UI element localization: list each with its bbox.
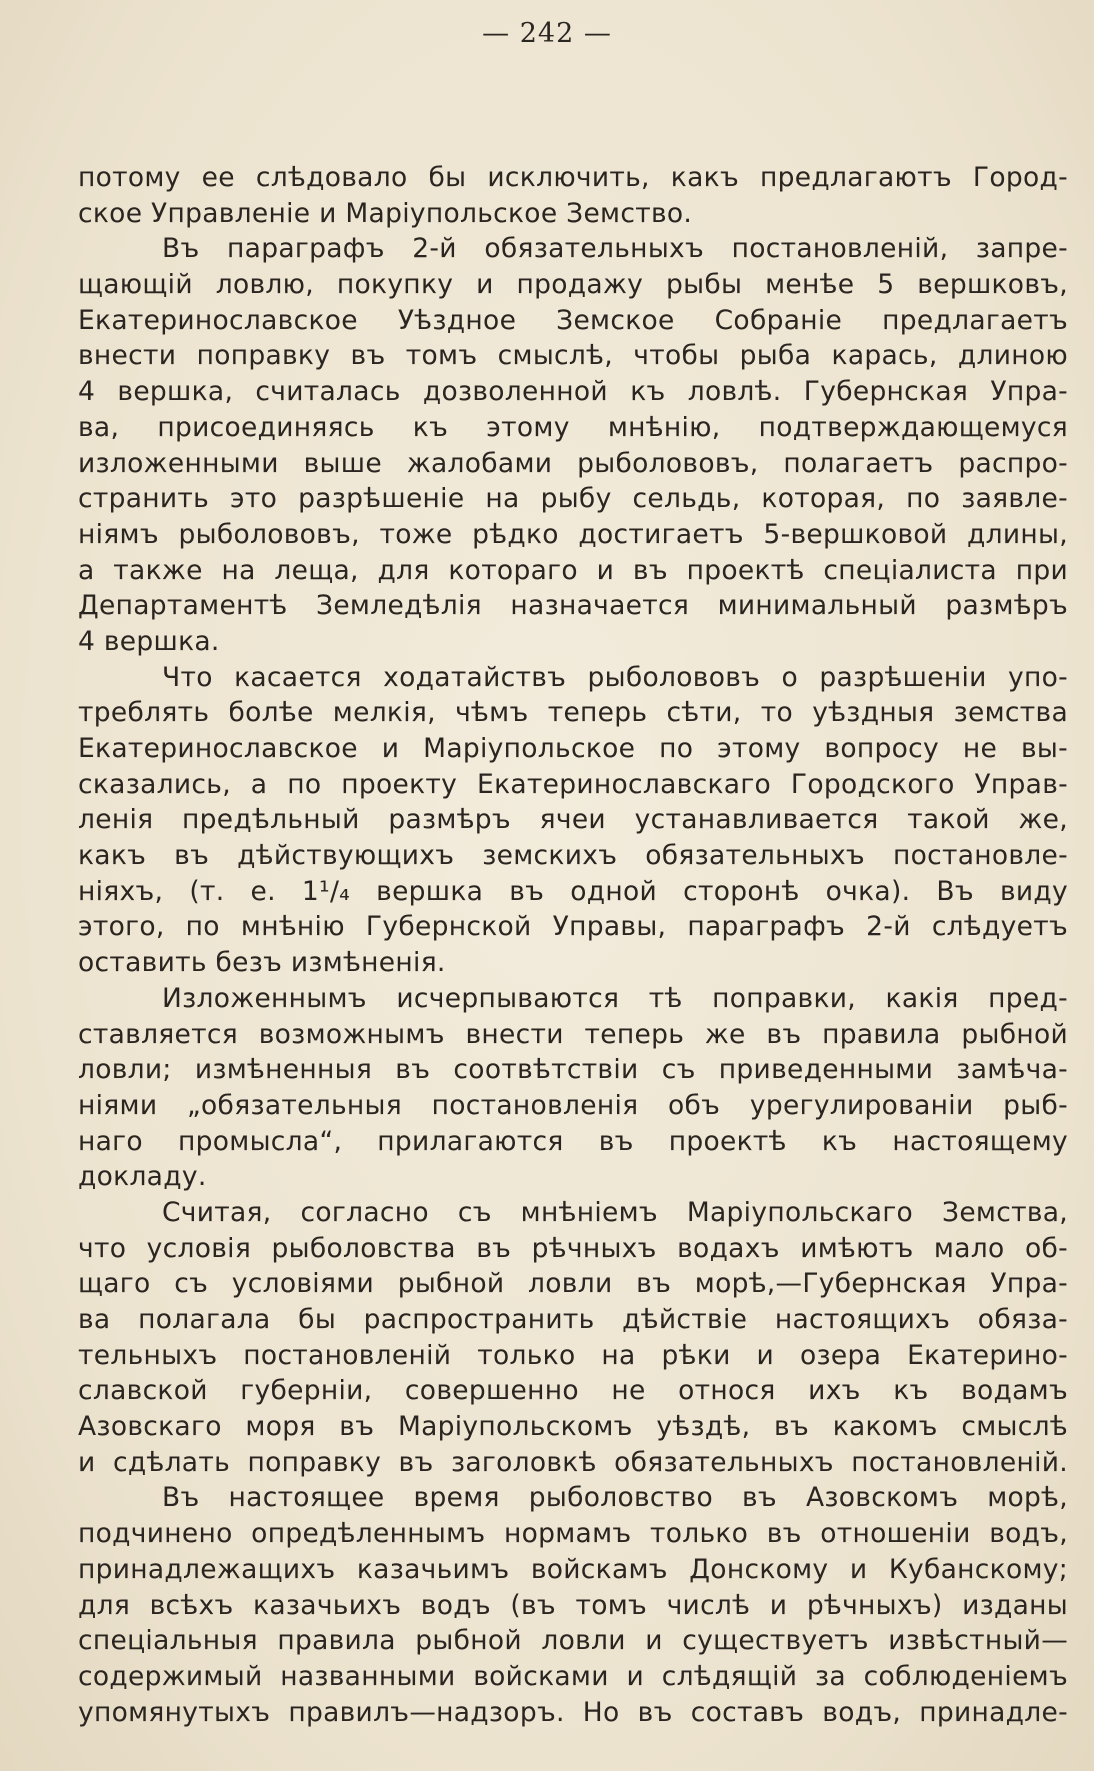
text-line: наго промысла“, прилагаются въ проектѣ къ настоящему (78, 1125, 1068, 1157)
text-line: подчинено опредѣленнымъ нормамъ только въ отношеніи водъ, (78, 1518, 1068, 1550)
text-line: ва, присоединяясь къ этому мнѣнію, подтверждающемуся (78, 411, 1068, 443)
text-line: докладу. (78, 1161, 207, 1193)
text-line: 4 вершка, считалась дозволенной къ ловлѣ. Губернская Упра- (78, 376, 1068, 408)
text-line: внести поправку въ томъ смыслѣ, чтобы рыба карась, длиною (78, 340, 1068, 372)
text-line: ніями „обязательныя постановленія объ урегулированіи рыб- (78, 1089, 1068, 1121)
text-line: ніямъ рыболововъ, тоже рѣдко достигаетъ 5-вершковой длины, (78, 518, 1068, 550)
text-line: славской губерніи, совершенно не относя ихъ къ водамъ (78, 1375, 1068, 1407)
text-line: для всѣхъ казачьихъ водъ (въ томъ числѣ и рѣчныхъ) изданы (78, 1589, 1068, 1621)
text-line: упомянутыхъ правилъ—надзоръ. Но въ составъ водъ, принадле- (78, 1696, 1068, 1728)
text-line: Азовскаго моря въ Маріупольскомъ уѣздѣ, въ какомъ смыслѣ (78, 1411, 1068, 1443)
text-line: ставляется возможнымъ внести теперь же въ правила рыбной (78, 1018, 1068, 1050)
text-line: Въ параграфъ 2-й обязательныхъ постановленій, запре- (162, 233, 1068, 265)
text-line: какъ въ дѣйствующихъ земскихъ обязательныхъ постановле- (78, 840, 1068, 872)
text-line: щающій ловлю, покупку и продажу рыбы менѣе 5 вершковъ, (78, 269, 1068, 301)
text-line: этого, по мнѣнію Губернской Управы, параграфъ 2-й слѣдуетъ (78, 911, 1068, 943)
text-line: треблять болѣе мелкія, чѣмъ теперь сѣти, то уѣздныя земства (78, 697, 1068, 729)
text-line: содержимый названными войсками и слѣдящій за соблюденіемъ (78, 1660, 1068, 1692)
text-line: Екатеринославское Уѣздное Земское Собраніе предлагаетъ (78, 304, 1068, 336)
page-number: — 242 — (482, 18, 612, 49)
text-line: оставить безъ измѣненія. (78, 947, 446, 979)
text-line: тельныхъ постановленій только на рѣки и озера Екатерино- (78, 1339, 1068, 1371)
text-line: потому ее слѣдовало бы исключить, какъ предлагаютъ Город- (78, 162, 1068, 193)
document-body (78, 160, 1068, 1730)
text-line: что условія рыболовства въ рѣчныхъ водахъ имѣютъ мало об- (78, 1232, 1068, 1264)
text-line: ленія предѣльный размѣръ ячеи устанавливается такой же, (78, 804, 1068, 836)
text-line: Департаментѣ Земледѣлія назначается минимальный размѣръ (78, 590, 1068, 622)
text-line: принадлежащихъ казачьимъ войскамъ Донскому и Кубанскому; (78, 1553, 1068, 1585)
text-line: изложенными выше жалобами рыболововъ, полагаетъ распро- (78, 447, 1068, 479)
text-line: странить это разрѣшеніе на рыбу сельдь, которая, по заявле- (78, 483, 1068, 515)
text-line: щаго съ условіями рыбной ловли въ морѣ,—Губернская Упра- (78, 1268, 1068, 1300)
text-line: Считая, согласно съ мнѣніемъ Маріупольскаго Земства, (162, 1196, 1068, 1228)
text-line: Что касается ходатайствъ рыболововъ о разрѣшеніи упо- (162, 661, 1068, 693)
text-line: Изложеннымъ исчерпываются тѣ поправки, какія пред- (162, 982, 1068, 1014)
text-line: ловли; измѣненныя въ соотвѣтствіи съ приведенными замѣча- (78, 1054, 1068, 1086)
text-line: ва полагала бы распространить дѣйствіе настоящихъ обяза- (78, 1304, 1068, 1335)
text-line: и сдѣлать поправку въ заголовкѣ обязательныхъ постановленій. (78, 1446, 1068, 1478)
text-line: Въ настоящее время рыболовство въ Азовскомъ морѣ, (162, 1482, 1068, 1514)
text-line: ское Управленіе и Маріупольское Земство. (78, 197, 693, 229)
text-line: Екатеринославское и Маріупольское по этому вопросу не вы- (78, 733, 1068, 764)
text-line: 4 вершка. (78, 625, 220, 657)
text-line: спеціальныя правила рыбной ловли и существуетъ извѣстный— (78, 1625, 1068, 1657)
text-line: сказались, а по проекту Екатеринославскаго Городского Управ- (78, 768, 1068, 800)
text-line: ніяхъ, (т. е. 1¹/₄ вершка въ одной сторонѣ очка). Въ виду (78, 875, 1068, 907)
text-line: а также на леща, для котораго и въ проектѣ спеціалиста при (78, 554, 1068, 586)
